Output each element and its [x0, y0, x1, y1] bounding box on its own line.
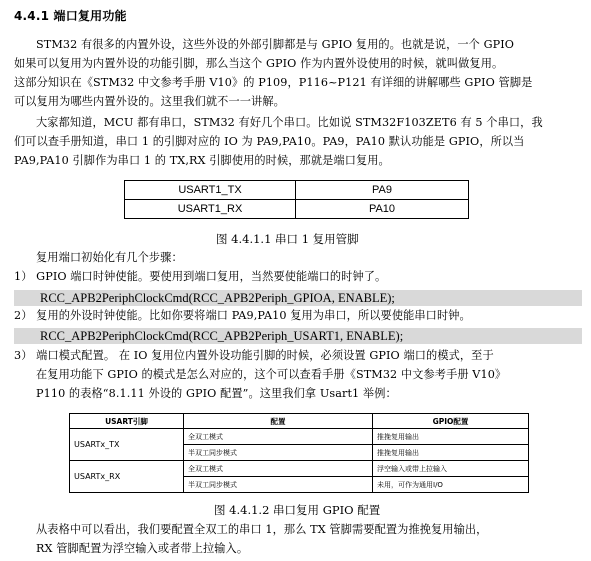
step-item: 3） 端口模式配置。 在 IO 复用位内置外设功能引脚的时候，必须设置 GPIO 端口的模式，至于 — [14, 349, 494, 362]
table-cell: 全双工模式 — [184, 429, 373, 445]
table-row — [125, 200, 469, 219]
table-cell: USART1_RX — [125, 200, 296, 219]
table-cell: USARTx_RX — [70, 461, 184, 493]
table-cell: 浮空输入或带上拉输入 — [373, 461, 529, 477]
table-row — [70, 429, 529, 445]
paragraph-line: 从表格中可以看出，我们要配置全双工的串口 1，那么 TX 管脚需要配置为推挽复用输出， — [36, 523, 488, 536]
step-item-continued: P110 的表格“8.1.11 外设的 GPIO 配置”。这里我们拿 Usart1 举例： — [36, 387, 397, 400]
table-header: 配置 — [184, 414, 373, 429]
figure-caption: 图 4.4.1.2 串口复用 GPIO 配置 — [214, 503, 381, 517]
pin-mapping-table — [124, 180, 469, 219]
code-line: RCC_APB2PeriphClockCmd(RCC_APB2Periph_USART1, ENABLE); — [40, 329, 404, 343]
table-row — [125, 181, 469, 200]
paragraph-line: PA9,PA10 引脚作为串口 1 的 TX,RX 引脚使用的时候，那就是端口复用。 — [14, 154, 390, 167]
table-cell: PA9 — [296, 181, 469, 200]
section-title: 4.4.1 端口复用功能 — [14, 9, 127, 23]
paragraph-line: 这部分知识在《STM32 中文参考手册 V10》的 P109，P116~P121 有详细的讲解哪些 GPIO 管脚是 — [14, 76, 533, 89]
table-cell: 推挽复用输出 — [373, 445, 529, 461]
table-cell: USARTx_TX — [70, 429, 184, 461]
gpio-config-table — [69, 413, 529, 493]
paragraph-line: 们可以查手册知道，串口 1 的引脚对应的 IO 为 PA9,PA10。PA9，PA10 默认功能是 GPIO，所以当 — [14, 135, 525, 148]
step-item: 2） 复用的外设时钟使能。比如你要将端口 PA9,PA10 复用为串口，所以要使能串口时钟。 — [14, 309, 471, 322]
figure-caption: 图 4.4.1.1 串口 1 复用管脚 — [216, 232, 359, 246]
table-cell: 推挽复用输出 — [373, 429, 529, 445]
step-item-continued: 在复用功能下 GPIO 的模式是怎么对应的，这个可以查看手册《STM32 中文参考手册 V10》 — [36, 368, 507, 381]
table-cell: PA10 — [296, 200, 469, 219]
table-cell: USART1_TX — [125, 181, 296, 200]
paragraph-line: 如果可以复用为内置外设的功能引脚，那么当这个 GPIO 作为内置外设使用的时候，就叫做复用。 — [14, 57, 504, 70]
table-cell: 半双工同步模式 — [184, 445, 373, 461]
table-cell: 半双工同步模式 — [184, 477, 373, 493]
paragraph-line: RX 管脚配置为浮空输入或者带上拉输入。 — [36, 542, 249, 555]
table-header: GPIO配置 — [373, 414, 529, 429]
table-cell: 全双工模式 — [184, 461, 373, 477]
step-item: 1） GPIO 端口时钟使能。要使用到端口复用，当然要使能端口的时钟了。 — [14, 270, 387, 283]
steps-intro: 复用端口初始化有几个步骤： — [36, 251, 183, 264]
table-header-row — [70, 414, 529, 429]
paragraph-line: STM32 有很多的内置外设，这些外设的外部引脚都是与 GPIO 复用的。也就是说，一个 GPIO — [36, 38, 515, 51]
table-row — [70, 461, 529, 477]
paragraph-line: 可以复用为哪些内置外设的。这里我们就不一一讲解。 — [14, 95, 285, 108]
code-line: RCC_APB2PeriphClockCmd(RCC_APB2Periph_GPIOA, ENABLE); — [40, 291, 395, 305]
table-header: USART引脚 — [70, 414, 184, 429]
table-cell: 未用，可作为通用I/O — [373, 477, 529, 493]
paragraph-line: 大家都知道，MCU 都有串口，STM32 有好几个串口。比如说 STM32F103ZET6 有 5 个串口，我 — [36, 116, 543, 129]
